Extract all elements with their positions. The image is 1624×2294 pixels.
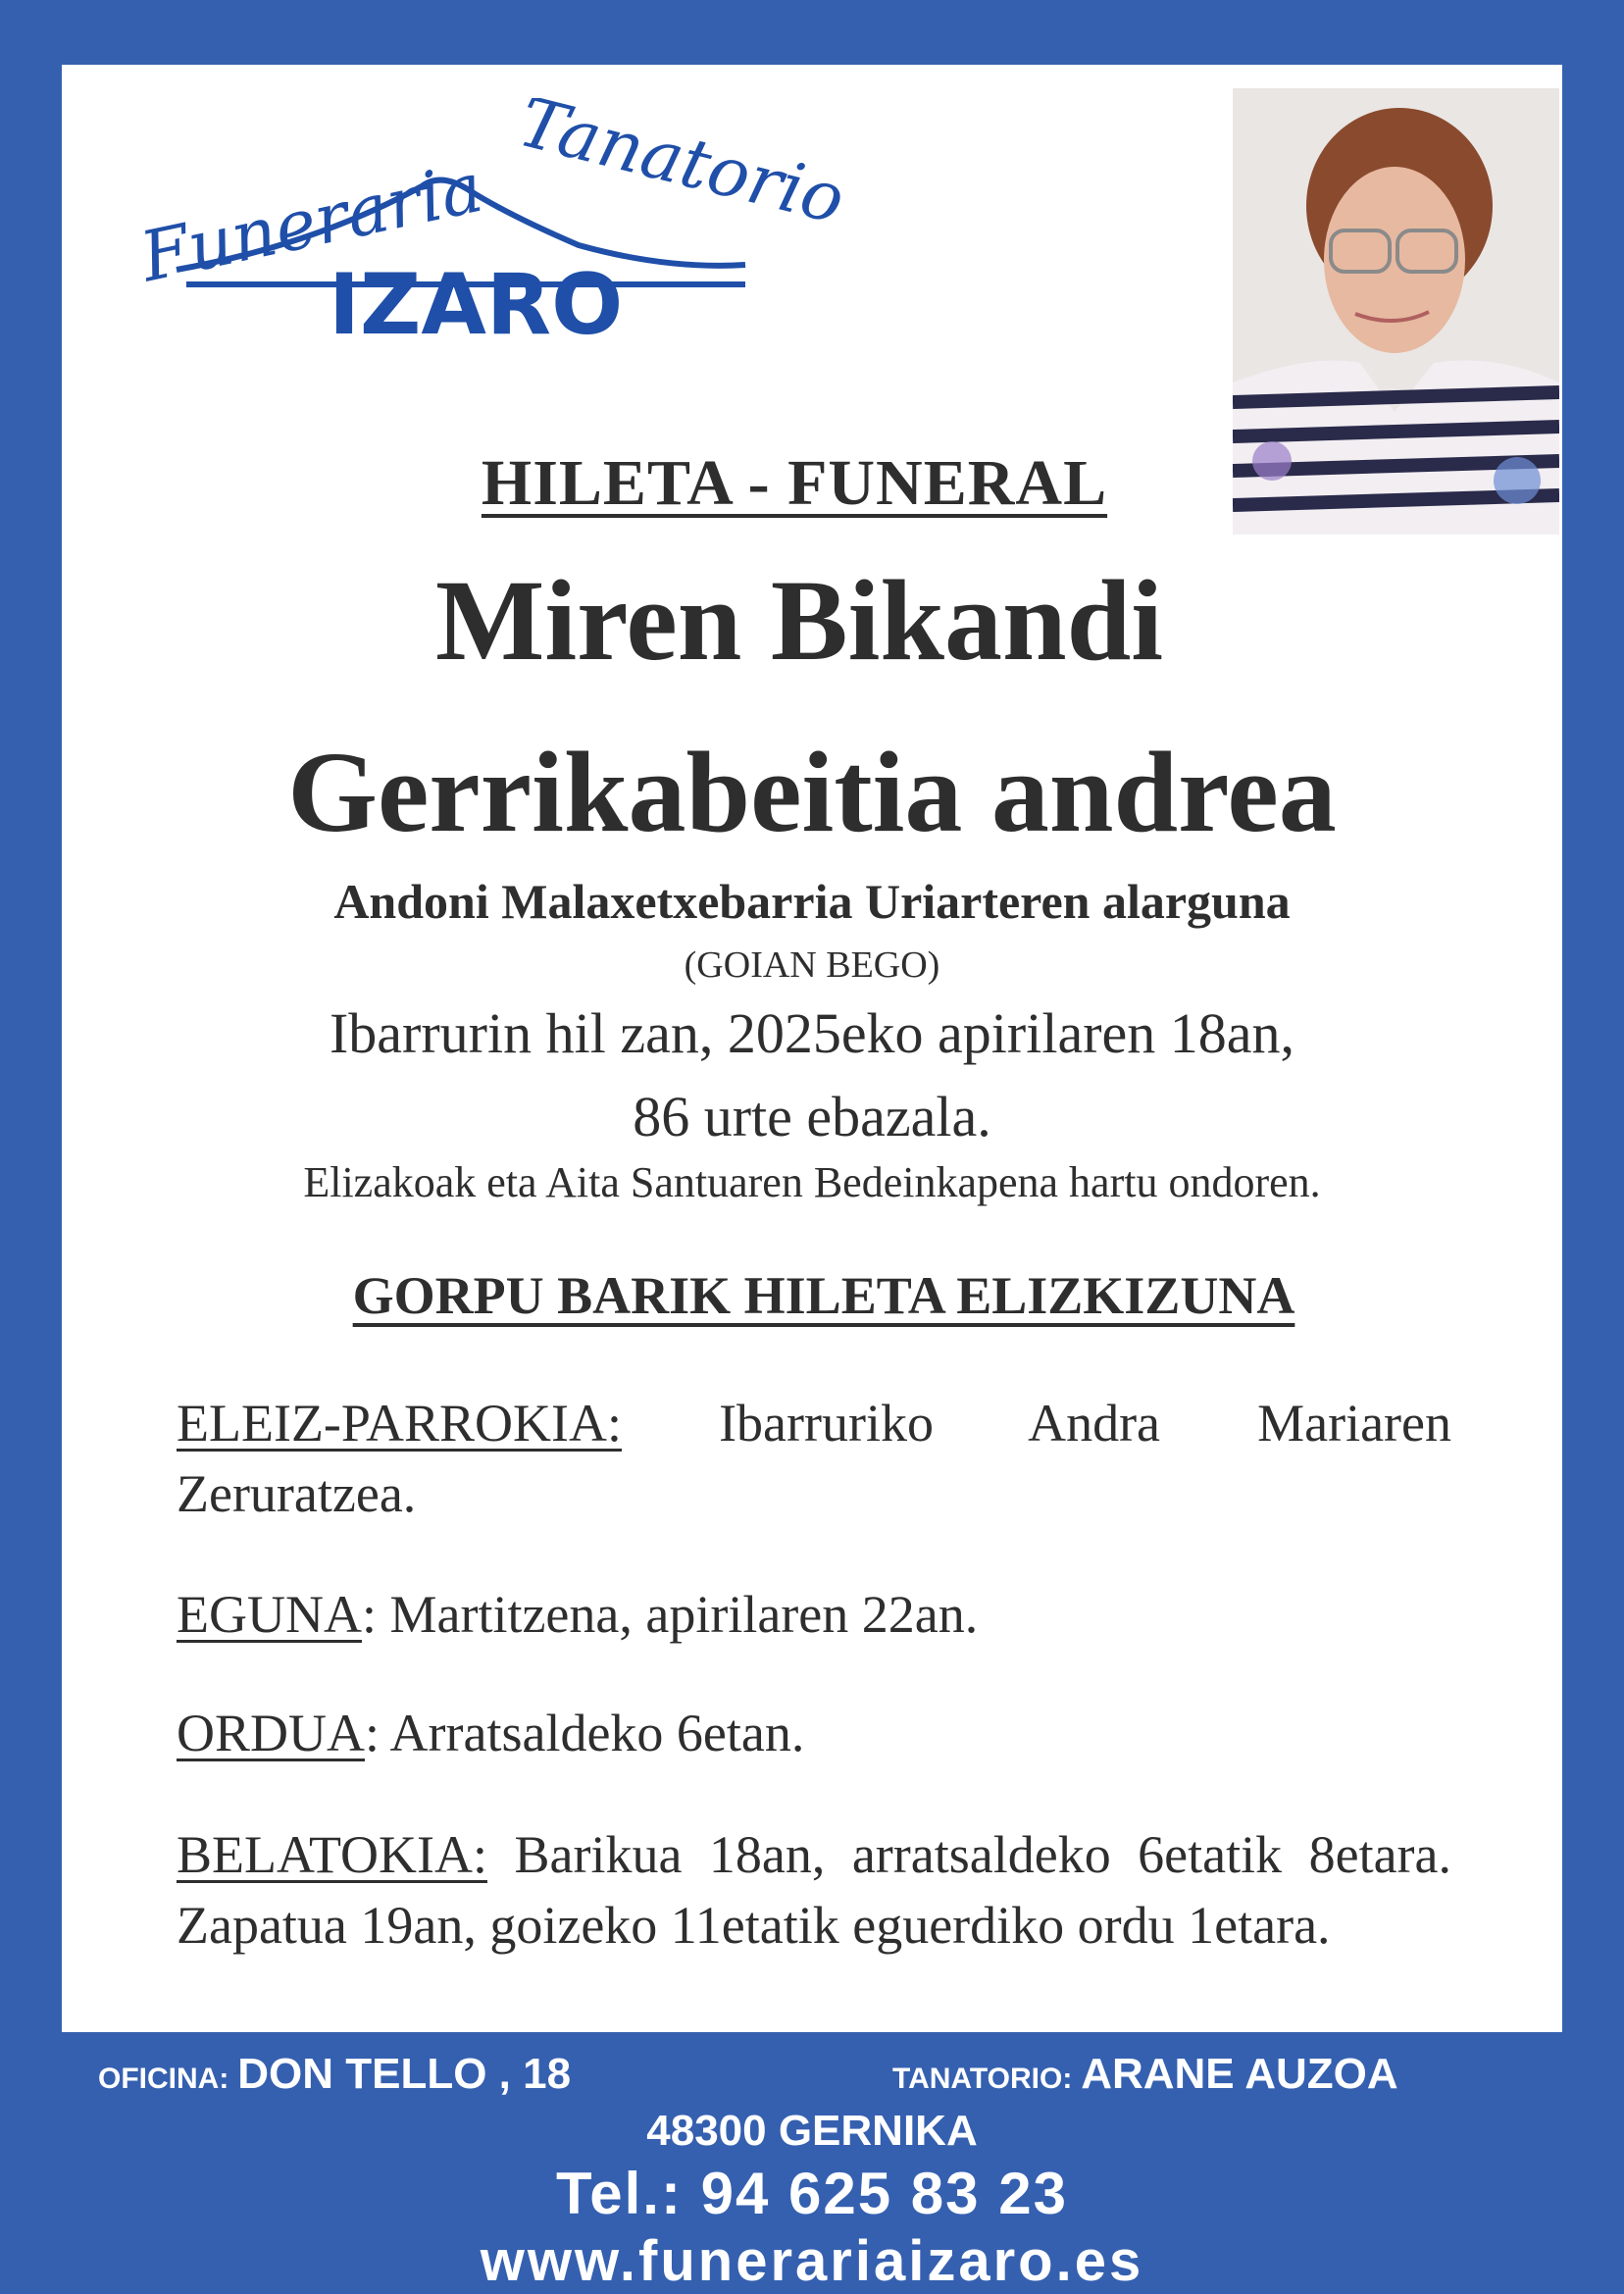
tanatorio-address [892,2050,1398,2099]
office-label: OFICINA: [98,2063,229,2095]
tanatorio-label: TANATORIO: [892,2063,1073,2095]
notice-header: HILETA - FUNERAL [481,447,1108,519]
wake-value: Barikua 18an, arratsaldeko 6etatik 8etara. Zapatua 19an, goizeko 11etatik eguerdiko ordu 1etara. [177,1825,1451,1955]
wake-label: BELATOKIA: [177,1825,487,1884]
deceased-photo [1233,88,1559,535]
office-value: DON TELLO , 18 [237,2050,572,2098]
time-row [177,1698,1451,1768]
church-label: ELEIZ-PARROKIA: [177,1394,622,1453]
svg-text:Funeraria: Funeraria [133,146,489,298]
day-label: EGUNA [177,1585,362,1644]
website-link[interactable]: www.funerariaizaro.es [480,2229,1144,2293]
day-value: : Martitzena, apirilaren 22an. [361,1585,979,1644]
funeral-home-logo [118,98,843,353]
church-value: Ibarruriko Andra Mariaren Zeruratzea. [177,1394,1451,1523]
phone-number: Tel.: 94 625 83 23 [556,2161,1068,2226]
widow-of: Andoni Malaxetxebarria Uriarteren alarguna [333,874,1291,929]
death-line2: 86 urte ebazala. [633,1085,991,1148]
deceased-name-line2: Gerrikabeitia andrea [287,728,1337,856]
day-row [177,1579,1451,1650]
deceased-name-line1: Miren Bikandi [434,556,1164,685]
time-value: : Arratsaldeko 6etan. [365,1704,805,1762]
logo-brand: IZARO [329,256,624,353]
city-line: 48300 GERNIKA [646,2107,978,2155]
wake-row [177,1819,1451,1961]
tanatorio-value: ARANE AUZOA [1081,2050,1398,2098]
logo-graphic [118,98,843,353]
time-label: ORDUA [177,1704,366,1762]
death-line1: Ibarrurin hil zan, 2025eko apirilaren 18an, [329,1001,1295,1065]
svg-text:Tanatorio: Tanatorio [511,98,843,240]
church-row [177,1388,1451,1529]
rip-text: (GOIAN BEGO) [684,944,940,986]
service-title: GORPU BARIK HILETA ELIZKIZUNA [352,1266,1295,1325]
office-address [98,2050,571,2099]
sacraments-text: Elizakoak eta Aita Santuaren Bedeinkapena hartu ondoren. [303,1158,1321,1206]
